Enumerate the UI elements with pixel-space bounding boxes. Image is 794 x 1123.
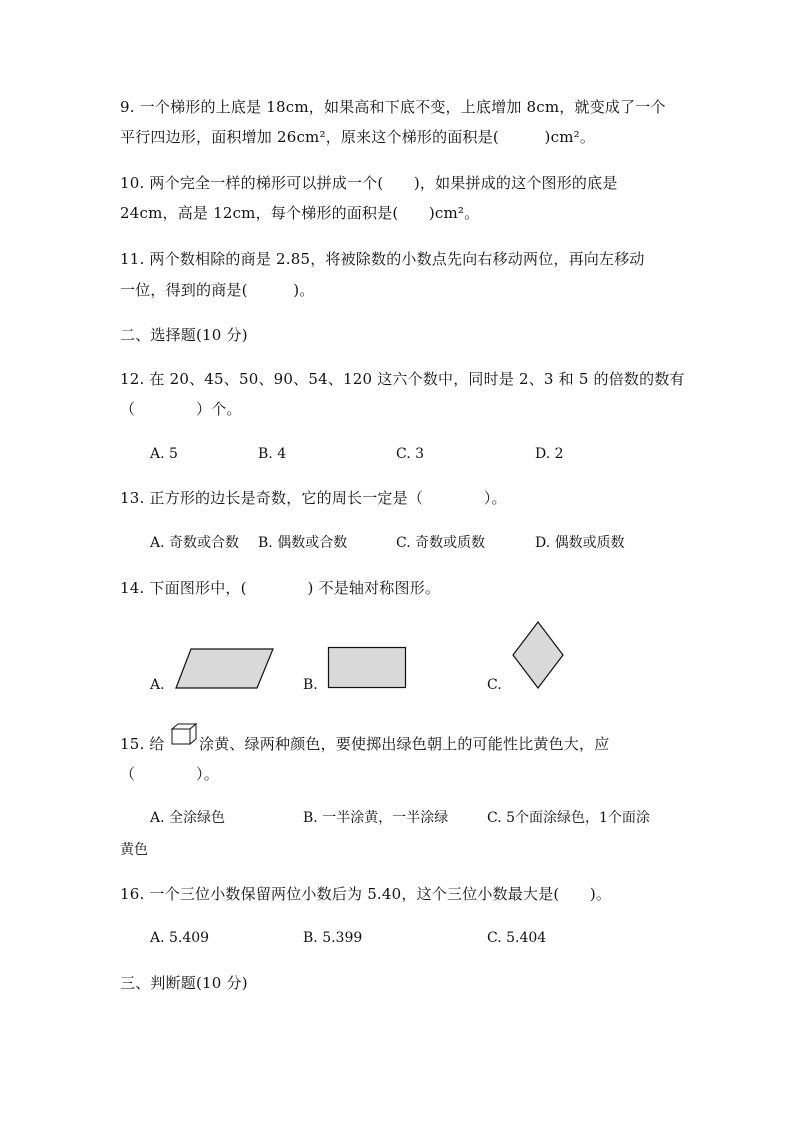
q10-line2: 24cm，高是 12cm，每个梯形的面积是( )cm²。 (120, 204, 480, 222)
q12-option-b: B. 4 (258, 446, 287, 462)
section3-title: 三、判断题(10 分) (120, 974, 248, 992)
q11-line1: 11. 两个数相除的商是 2.85，将被除数的小数点先向右移动两位，再向左移动 (120, 250, 645, 268)
q13-option-d: D. 偶数或质数 (535, 535, 625, 551)
q15-prefix: 15. 给 (120, 735, 165, 753)
q9-line1: 9. 一个梯形的上底是 18cm，如果高和下底不变，上底增加 8cm，就变成了一个 (120, 98, 666, 116)
q13-option-c: C. 奇数或质数 (396, 535, 486, 551)
q13-option-b: B. 偶数或合数 (258, 535, 348, 551)
q9-line2: 平行四边形，面积增加 26cm²，原来这个梯形的面积是( )cm²。 (120, 128, 596, 146)
q12-line2: （ ）个。 (120, 400, 242, 418)
q13-text: 13. 正方形的边长是奇数，它的周长一定是（ ）。 (120, 489, 507, 507)
q13-option-a: A. 奇数或合数 (150, 535, 240, 551)
cube-icon (170, 722, 200, 746)
q16-text: 16. 一个三位小数保留两位小数后为 5.40，这个三位小数最大是( )。 (120, 885, 612, 903)
q14-option-b-label: B. (303, 677, 318, 693)
q16-option-c: C. 5.404 (487, 930, 547, 946)
q12-line1: 12. 在 20、45、50、90、54、120 这六个数中，同时是 2、3 和 5 的倍数的数有 (120, 370, 685, 388)
q15-line2: （ ）。 (120, 765, 219, 783)
q15-option-c-wrap: 黄色 (120, 842, 148, 858)
q16-option-a: A. 5.409 (150, 930, 210, 946)
q16-option-b: B. 5.399 (303, 930, 363, 946)
parallelogram-shape (174, 647, 276, 691)
q10-line1: 10. 两个完全一样的梯形可以拼成一个( )，如果拼成的这个图形的底是 (120, 174, 618, 192)
q15-suffix: 涂黄、绿两种颜色，要使掷出绿色朝上的可能性比黄色大，应 (199, 735, 610, 753)
q14-option-c-label: C. (487, 677, 502, 693)
q15-option-b: B. 一半涂黄，一半涂绿 (303, 810, 449, 826)
q14-text: 14. 下面图形中，( ) 不是轴对称图形。 (120, 579, 441, 597)
q11-line2: 一位，得到的商是( )。 (120, 281, 315, 299)
q12-option-c: C. 3 (396, 446, 425, 462)
q12-option-a: A. 5 (150, 446, 178, 462)
q14-option-a-label: A. (150, 677, 165, 693)
section2-title: 二、选择题(10 分) (120, 326, 248, 344)
q12-option-d: D. 2 (535, 446, 564, 462)
rectangle-shape (327, 646, 409, 690)
rhombus-shape (511, 620, 567, 690)
q15-option-a: A. 全涂绿色 (150, 810, 226, 826)
q15-option-c: C. 5个面涂绿色，1个面涂 (487, 810, 650, 826)
